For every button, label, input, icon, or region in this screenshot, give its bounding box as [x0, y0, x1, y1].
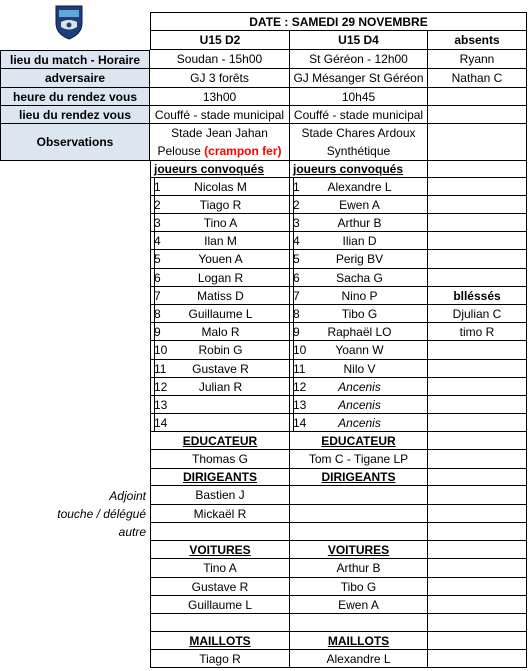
- player-team1: Tino A: [152, 214, 290, 232]
- observations-team2-line2: Synthétique: [326, 144, 391, 158]
- player-team1: Youen A: [152, 250, 290, 269]
- absent-slot: [428, 269, 527, 287]
- player-number-team1: 13: [150, 396, 155, 414]
- right-blank: [428, 632, 527, 650]
- right-blank: [428, 360, 527, 378]
- club-shield-icon: [53, 3, 85, 41]
- player-number-team1: 9: [150, 323, 155, 341]
- player-number-team2: 14: [290, 414, 294, 432]
- player-number-team2: 3: [290, 214, 294, 232]
- player-team2: Ilian D: [292, 232, 428, 250]
- player-team2: Ancenis: [292, 378, 428, 396]
- team2-header: U15 D4: [290, 31, 428, 50]
- player-number-team2: 6: [290, 269, 294, 287]
- player-number-team1: 1: [150, 178, 155, 196]
- voiture-team2: Arthur B: [290, 559, 428, 578]
- player-number-team1: 10: [150, 341, 155, 360]
- row-label-observations: Observations: [0, 124, 150, 161]
- player-number-team2: 2: [290, 196, 294, 214]
- absent-slot: [428, 250, 527, 269]
- player-team2: Nino P: [292, 287, 428, 305]
- player-team2: Ancenis: [292, 396, 428, 414]
- maillots-team2: Alexandre L: [290, 650, 428, 668]
- row-label-adversaire: adversaire: [0, 69, 150, 88]
- player-team1: Robin G: [152, 341, 290, 360]
- player-team2: Nilo V: [292, 360, 428, 378]
- absent-slot: [428, 214, 527, 232]
- player-number-team2: 5: [290, 250, 294, 269]
- player-number-team2: 7: [290, 287, 294, 305]
- right-blank: [428, 578, 527, 596]
- heure_rdv-team1: 13h00: [150, 88, 290, 106]
- right-blank: [428, 378, 527, 396]
- player-number-team1: 12: [150, 378, 155, 396]
- heure_rdv-team2: 10h45: [290, 88, 428, 106]
- absents-header: absents: [428, 31, 527, 50]
- adversaire-team1: GJ 3 forêts: [150, 69, 290, 88]
- player-team2: Ancenis: [292, 414, 428, 432]
- right-blank: [428, 396, 527, 414]
- player-team2: Tibo G: [292, 305, 428, 323]
- dirigeant-role-label: Adjoint: [109, 488, 146, 503]
- right-blank: [428, 450, 527, 469]
- player-team1: [152, 414, 290, 432]
- row-label-lieu_horaire: lieu du match - Horaire: [0, 50, 150, 69]
- observations-team1: [150, 124, 290, 161]
- player-number-team1: 11: [150, 360, 155, 378]
- player-team2: Sacha G: [292, 269, 428, 287]
- row-label-lieu_rdv: lieu du rendez vous: [0, 106, 150, 124]
- dirigeant-team1: Bastien J: [150, 486, 290, 505]
- row-label-heure_rdv: heure du rendez vous: [0, 88, 150, 106]
- player-team1: Ilan M: [152, 232, 290, 250]
- player-number-team2: 8: [290, 305, 294, 323]
- dirigeant-team2: [290, 505, 428, 523]
- right-blank: [428, 559, 527, 578]
- educateur-label-team1: EDUCATEUR: [150, 432, 290, 450]
- right-blank: [428, 523, 527, 541]
- player-team2: Alexandre L: [292, 178, 428, 196]
- player-team1: Tiago R: [152, 196, 290, 214]
- right-blank: [428, 596, 527, 614]
- dirigeant-team1: [150, 523, 290, 541]
- maillots-label-team1: MAILLOTS: [150, 632, 290, 650]
- convoques-team1-label: joueurs convoqués: [150, 161, 290, 178]
- right-blank: [428, 650, 527, 668]
- adversaire-team2: GJ Mésanger St Géréon: [290, 69, 428, 88]
- player-number-team2: 1: [290, 178, 294, 196]
- right-blank: [428, 414, 527, 432]
- player-number-team1: 3: [150, 214, 155, 232]
- dirigeant-role-label: touche / délégué: [57, 507, 146, 521]
- absent-slot: [428, 232, 527, 250]
- voiture-team2: Tibo G: [290, 578, 428, 596]
- player-team2: Perig BV: [292, 250, 428, 269]
- observations-team1-line2: [157, 142, 281, 160]
- lieu_rdv-extra: [428, 106, 527, 124]
- player-number-team2: 11: [290, 360, 294, 378]
- lieu_rdv-team2: Couffé - stade municipal: [290, 106, 428, 124]
- right-blank: [428, 469, 527, 486]
- player-team1: Malo R: [152, 323, 290, 341]
- voiture-team2: Ewen A: [290, 596, 428, 614]
- dirigeant-team1: Mickaël R: [150, 505, 290, 523]
- lieu_horaire-extra: Ryann: [428, 50, 527, 69]
- right-blank: [428, 541, 527, 559]
- voiture-team1: Guillaume L: [150, 596, 290, 614]
- player-team2: Ewen A: [292, 196, 428, 214]
- right-blank: [428, 432, 527, 450]
- right-blank: [428, 486, 527, 505]
- right-blank: [428, 614, 527, 632]
- lieu_horaire-team1: Soudan - 15h00: [150, 50, 290, 69]
- player-number-team1: 14: [150, 414, 155, 432]
- dirigeant-role-label: autre: [118, 525, 146, 539]
- right-blank: [428, 341, 527, 360]
- player-number-team1: 7: [150, 287, 155, 305]
- voiture-team1: [150, 614, 290, 632]
- dirigeant-team2: [290, 523, 428, 541]
- heure_rdv-extra: [428, 88, 527, 106]
- player-number-team1: 5: [150, 250, 155, 269]
- player-number-team1: 4: [150, 232, 155, 250]
- dirigeants-label-team1: DIRIGEANTS: [150, 469, 290, 486]
- voiture-team1: Tino A: [150, 559, 290, 578]
- player-team1: Guillaume L: [152, 305, 290, 323]
- player-team1: Nicolas M: [152, 178, 290, 196]
- absents-blank-0: [428, 161, 527, 178]
- absent-slot: [428, 196, 527, 214]
- blesse-name: timo R: [428, 323, 527, 341]
- voiture-team2: [290, 614, 428, 632]
- player-number-team2: 12: [290, 378, 294, 396]
- voitures-label-team1: VOITURES: [150, 541, 290, 559]
- team1-header: U15 D2: [150, 31, 290, 50]
- blesse-name: Djulian C: [428, 305, 527, 323]
- player-team1: Julian R: [152, 378, 290, 396]
- lieu_horaire-team2: St Géréon - 12h00: [290, 50, 428, 69]
- convoques-team2-label: joueurs convoqués: [290, 161, 428, 178]
- adversaire-extra: Nathan C: [428, 69, 527, 88]
- lieu_rdv-team1: Couffé - stade municipal: [150, 106, 290, 124]
- player-team1: Logan R: [152, 269, 290, 287]
- voiture-team1: Gustave R: [150, 578, 290, 596]
- crampon-note: (crampon fer): [204, 144, 282, 158]
- voitures-label-team2: VOITURES: [290, 541, 428, 559]
- educateur-team1: Thomas G: [150, 450, 290, 469]
- player-number-team2: 13: [290, 396, 294, 414]
- player-team2: Yoann W: [292, 341, 428, 360]
- blesses-label: blléssés: [428, 287, 527, 305]
- pelouse-text: Pelouse: [157, 144, 205, 158]
- right-blank: [428, 505, 527, 523]
- observations-team1-line1: Stade Jean Jahan: [171, 126, 268, 140]
- player-number-team2: 4: [290, 232, 294, 250]
- observations-team2: [290, 124, 428, 161]
- maillots-label-team2: MAILLOTS: [290, 632, 428, 650]
- player-team1: Matiss D: [152, 287, 290, 305]
- observations-team2-line1: Stade Chares Ardoux: [301, 126, 416, 140]
- observations-extra: [428, 124, 527, 161]
- player-number-team1: 6: [150, 269, 155, 287]
- dirigeant-team2: [290, 486, 428, 505]
- dirigeants-label-team2: DIRIGEANTS: [290, 469, 428, 486]
- player-number-team2: 10: [290, 341, 294, 360]
- player-team2: Arthur B: [292, 214, 428, 232]
- maillots-team1: Tiago R: [150, 650, 290, 668]
- absent-slot: [428, 178, 527, 196]
- player-team2: Raphaël LO: [292, 323, 428, 341]
- player-number-team1: 2: [150, 196, 155, 214]
- educateur-team2: Tom C - Tigane LP: [290, 450, 428, 469]
- player-team1: [152, 396, 290, 414]
- player-team1: Gustave R: [152, 360, 290, 378]
- player-number-team1: 8: [150, 305, 155, 323]
- educateur-label-team2: EDUCATEUR: [290, 432, 428, 450]
- player-number-team2: 9: [290, 323, 294, 341]
- date-header: DATE : SAMEDI 29 NOVEMBRE: [150, 12, 527, 31]
